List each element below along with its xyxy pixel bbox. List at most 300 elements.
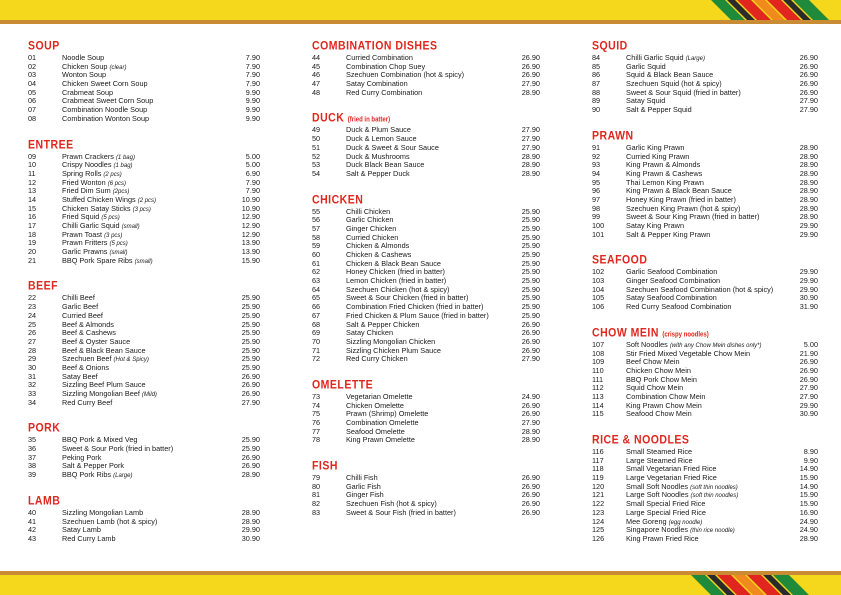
item-name: Satay King Prawn (626, 221, 685, 230)
menu-section-lamb (28, 480, 260, 544)
menu-section-beef (28, 265, 260, 407)
item-name: Sizzling Mongolian Lamb (62, 507, 144, 517)
section-title-text: ENTREE (28, 137, 74, 152)
item-name: Garlic Chicken (346, 215, 394, 225)
item-name: Salt & Pepper Chicken (346, 319, 420, 329)
item-name: Chicken Sweet Corn Soup (62, 79, 148, 89)
section-title (312, 459, 540, 474)
item-price: 26.90 (799, 53, 818, 62)
item-price: 25.90 (521, 250, 540, 259)
menu-section-prawn (592, 115, 818, 240)
item-price: 5.00 (803, 339, 818, 349)
item-price: 25.90 (521, 206, 540, 216)
item-number: 85 (592, 61, 601, 71)
item-price: 27.90 (521, 125, 540, 135)
item-name-wrap (626, 106, 692, 115)
item-name: Beef & Cashews (62, 328, 116, 338)
item-number: 49 (312, 125, 321, 135)
item-number: 35 (28, 435, 37, 445)
item-name: King Prawn Chow Mein (626, 400, 702, 410)
item-price: 5.00 (245, 151, 260, 161)
section-title-text: OMELETTE (312, 377, 374, 392)
item-price: 28.90 (799, 533, 818, 543)
item-note: (with any Chow Mein dishes only*) (669, 342, 762, 349)
item-price: 25.90 (521, 267, 540, 277)
item-price: 28.90 (521, 151, 540, 161)
menu-section-squid (592, 40, 818, 115)
section-spacer (592, 419, 818, 434)
item-number: 69 (312, 328, 321, 338)
section-title-text: PORK (28, 421, 61, 436)
item-note: (thin rice noodle) (690, 528, 735, 535)
item-price: 30.90 (799, 293, 818, 303)
item-number: 90 (592, 105, 601, 115)
item-number: 75 (312, 409, 321, 419)
item-name: Garlic Seafood Combination (626, 267, 718, 277)
menu-item (28, 257, 260, 266)
item-name-wrap (62, 535, 116, 544)
item-number: 38 (28, 461, 37, 471)
item-price: 27.90 (521, 79, 540, 89)
item-note: (egg noodle) (668, 519, 703, 526)
section-title-text: DUCK (312, 111, 345, 126)
item-price: 16.90 (799, 507, 818, 517)
item-number: 06 (28, 96, 37, 106)
item-price: 24.90 (799, 516, 818, 526)
item-note: (6 pcs) (107, 180, 127, 187)
item-price: 7.90 (245, 61, 260, 71)
item-number: 118 (592, 464, 604, 474)
item-number: 113 (592, 391, 604, 401)
item-number: 109 (592, 357, 605, 367)
item-price: 7.90 (245, 177, 260, 187)
menu-item-list (28, 153, 260, 266)
item-price: 28.90 (799, 142, 818, 152)
item-price: 26.90 (241, 371, 260, 381)
menu-item (312, 170, 540, 179)
menu-item-list (592, 268, 818, 311)
item-name: Sweet & Sour Chicken (fried in batter) (346, 293, 469, 303)
item-name: Beef & Oyster Sauce (62, 336, 131, 346)
menu-item-list (592, 144, 818, 240)
item-price: 12.90 (241, 229, 260, 239)
item-price: 28.90 (521, 435, 540, 445)
item-name: Satay Squid (626, 96, 666, 106)
item-price: 26.90 (241, 389, 260, 398)
item-price: 25.90 (521, 310, 540, 320)
item-price: 9.90 (245, 96, 260, 106)
menu-section-pork (28, 407, 260, 479)
item-name: Red Curry Chicken (346, 354, 408, 364)
item-number: 60 (312, 250, 321, 259)
item-note: (1 bag) (113, 163, 133, 170)
section-spacer (592, 312, 818, 327)
item-name: Squid Chow Mein (626, 383, 684, 393)
item-price: 10.90 (241, 203, 260, 213)
menu-section-seafood (592, 239, 818, 311)
item-price: 27.90 (521, 354, 540, 364)
item-note: (1 bag) (115, 154, 135, 161)
item-name: Fried Chicken & Plum Sauce (fried in batter) (346, 310, 489, 320)
item-price: 14.90 (799, 481, 818, 491)
item-name: Sweet & Sour King Prawn (fried in batter) (626, 212, 760, 222)
item-price: 29.90 (799, 267, 818, 277)
item-number: 34 (28, 397, 37, 407)
item-name-wrap (346, 436, 415, 445)
menu-item-list (312, 126, 540, 178)
item-price: 25.90 (241, 444, 260, 454)
item-number: 82 (312, 499, 321, 509)
section-title-note: (fried in batter) (347, 117, 391, 125)
item-name: Red Curry Seafood Combination (626, 302, 732, 312)
section-title-text: CHOW MEIN (592, 325, 659, 340)
item-name: Small Soft Noodles (626, 481, 689, 491)
item-note: (Hot & Spicy) (113, 357, 149, 364)
item-number: 106 (592, 302, 605, 312)
section-spacer (28, 124, 260, 139)
item-name: Salt & Pepper Duck (346, 168, 410, 178)
section-title (312, 193, 540, 208)
item-name: Szechuen Chicken (hot & spicy) (346, 284, 450, 294)
item-price: 13.90 (241, 247, 260, 257)
item-name-wrap (626, 231, 710, 240)
item-number: 104 (592, 284, 605, 294)
item-number: 18 (28, 229, 37, 239)
item-name: Curried Chicken (346, 232, 399, 242)
item-number: 02 (28, 61, 37, 71)
item-number: 10 (28, 160, 37, 170)
item-price: 9.90 (245, 113, 260, 123)
item-name: Red Curry Beef (62, 397, 113, 407)
item-name: Honey King Prawn (fried in batter) (626, 194, 736, 204)
item-name: Duck & Lemon Sauce (346, 134, 417, 144)
item-number: 63 (312, 276, 321, 286)
section-title (592, 129, 818, 144)
item-note: (2pcs) (112, 189, 130, 196)
item-price: 28.90 (521, 426, 540, 436)
item-number: 93 (592, 160, 601, 170)
item-number: 54 (312, 168, 321, 178)
item-name: Chicken & Black Bean Sauce (346, 258, 441, 268)
item-number: 27 (28, 336, 37, 346)
item-price: 28.90 (241, 507, 260, 517)
item-number: 23 (28, 302, 37, 312)
item-name: Small Special Fried Rice (626, 499, 706, 509)
item-name: BBQ Pork Spare Ribs (62, 255, 133, 265)
item-name: Large Special Fried Rice (626, 507, 706, 517)
item-name: Fried Squid (62, 212, 100, 222)
item-price: 26.90 (521, 70, 540, 80)
item-note: (small) (121, 224, 140, 230)
item-price: 29.90 (799, 221, 818, 230)
item-name: King Prawn & Black Bean Sauce (626, 186, 732, 196)
item-name: Large Vegetarian Fried Rice (626, 473, 717, 483)
item-number: 62 (312, 267, 321, 277)
item-name: Combination Chop Suey (346, 61, 426, 71)
item-name: Wonton Soup (62, 70, 107, 80)
item-price: 28.90 (799, 160, 818, 170)
item-name: Szechuen Combination (hot & spicy) (346, 70, 465, 80)
item-number: 26 (28, 328, 37, 338)
item-note: (3 pcs) (132, 206, 151, 213)
menu-item (312, 89, 540, 98)
menu-item (592, 303, 818, 312)
item-price: 26.90 (799, 374, 818, 384)
item-price: 28.90 (521, 160, 540, 170)
menu-column-3 (592, 40, 818, 544)
item-number: 59 (312, 241, 321, 251)
item-name: Sweet & Sour Pork (fried in batter) (62, 444, 174, 454)
item-price: 24.90 (799, 525, 818, 535)
item-price: 26.90 (799, 79, 818, 89)
item-price: 29.90 (799, 284, 818, 294)
item-number: 112 (592, 383, 604, 393)
item-price: 26.90 (521, 473, 540, 483)
item-price: 29.90 (799, 229, 818, 239)
item-name: Sweet & Sour Squid (fried in batter) (626, 87, 741, 97)
item-price: 28.90 (799, 203, 818, 213)
item-number: 111 (592, 374, 604, 384)
item-price: 24.90 (521, 391, 540, 401)
item-price: 27.90 (521, 418, 540, 427)
item-number: 88 (592, 87, 601, 97)
menu-item (592, 231, 818, 240)
item-name: Sizzling Beef Plum Sauce (62, 380, 146, 390)
item-price: 9.90 (803, 455, 818, 465)
item-price: 28.90 (799, 186, 818, 196)
item-name: Szechuen Fish (hot & spicy) (346, 499, 437, 509)
section-title-text: SEAFOOD (592, 253, 648, 268)
menu-item (312, 509, 540, 518)
item-price: 8.90 (803, 447, 818, 456)
item-price: 26.90 (521, 490, 540, 500)
item-price: 30.90 (241, 533, 260, 543)
item-number: 44 (312, 53, 321, 62)
item-number: 94 (592, 168, 601, 178)
item-number: 107 (592, 339, 605, 349)
item-price: 25.90 (521, 258, 540, 268)
decorative-stripes-bottom (691, 571, 841, 595)
item-name: Lemon Chicken (fried in batter) (346, 276, 447, 286)
item-name: Satay Combination (346, 79, 408, 89)
item-number: 43 (28, 533, 37, 543)
section-title-text: SQUID (592, 39, 628, 53)
item-number: 32 (28, 380, 37, 390)
menu-section-entree (28, 124, 260, 266)
item-name: Beef Chow Mein (626, 357, 680, 367)
item-name: Chicken Soup (62, 61, 108, 71)
item-price: 28.90 (241, 470, 260, 480)
item-number: 121 (592, 490, 605, 500)
item-number: 19 (28, 238, 37, 248)
item-name: Sizzling Mongolian Beef (62, 389, 140, 398)
item-name: Combination Wonton Soup (62, 113, 150, 123)
item-name: Mee Goreng (626, 516, 667, 526)
menu-section-fish (312, 445, 540, 517)
item-name: Duck Black Bean Sauce (346, 160, 425, 170)
item-price: 7.90 (245, 79, 260, 89)
item-name: Crabmeat Sweet Corn Soup (62, 96, 154, 106)
item-name: Small Vegetarian Fried Rice (626, 464, 717, 474)
item-number: 37 (28, 452, 37, 462)
menu-item (592, 106, 818, 115)
item-number: 95 (592, 177, 601, 187)
item-price: 26.90 (799, 87, 818, 97)
item-number: 16 (28, 212, 37, 222)
item-name-wrap (62, 471, 132, 481)
menu-section-duck (312, 97, 540, 178)
item-price: 15.90 (799, 473, 818, 483)
item-name: Chicken & Cashews (346, 250, 412, 259)
item-price: 26.90 (521, 328, 540, 338)
item-number: 36 (28, 444, 37, 454)
item-number: 70 (312, 336, 321, 346)
item-name: Noodle Soup (62, 53, 105, 62)
item-number: 71 (312, 345, 321, 355)
item-name: Szechuen Lamb (hot & spicy) (62, 516, 158, 526)
item-name-wrap (626, 303, 731, 312)
item-number: 11 (28, 168, 36, 178)
item-name: Stir Fried Mixed Vegetable Chow Mein (626, 348, 751, 358)
item-price: 27.90 (521, 142, 540, 152)
item-name: Sweet & Sour Fish (fried in batter) (346, 507, 456, 517)
item-price: 25.90 (241, 345, 260, 355)
item-number: 96 (592, 186, 601, 196)
item-number: 101 (592, 229, 605, 239)
item-number: 50 (312, 134, 321, 144)
item-note: (2 pcs) (137, 197, 157, 204)
menu-section-chowmein (592, 312, 818, 419)
item-name: Satay Beef (62, 371, 98, 381)
item-name-wrap (62, 399, 112, 408)
section-title-text: LAMB (28, 493, 61, 508)
item-number: 57 (312, 223, 321, 233)
item-price: 28.90 (241, 516, 260, 526)
item-price: 29.90 (799, 400, 818, 410)
menu-item (28, 471, 260, 480)
item-number: 56 (312, 215, 321, 225)
item-price: 27.90 (241, 397, 260, 407)
section-title-text: COMBINATION DISHES (312, 39, 438, 53)
item-name: Duck & Plum Sauce (346, 125, 411, 135)
item-price: 26.90 (799, 365, 818, 375)
item-name: Crispy Noodles (62, 160, 112, 170)
item-name: Garlic Prawns (62, 247, 108, 257)
item-price: 25.90 (521, 232, 540, 242)
item-price: 25.90 (241, 293, 260, 303)
item-price: 25.90 (241, 310, 260, 320)
menu-section-omelette (312, 364, 540, 445)
item-name: Chilli Chicken (346, 206, 391, 216)
item-number: 03 (28, 70, 37, 80)
item-price: 25.90 (521, 223, 540, 233)
item-name-wrap (346, 170, 410, 179)
item-name: Beef & Black Bean Sauce (62, 345, 146, 355)
item-number: 74 (312, 400, 321, 410)
item-number: 124 (592, 516, 605, 526)
item-name: Szechuen King Prawn (hot & spicy) (626, 203, 741, 213)
item-number: 13 (28, 186, 37, 196)
item-name-wrap (346, 89, 422, 98)
item-note: (small) (134, 258, 153, 265)
item-price: 21.90 (799, 348, 818, 358)
item-name: Seafood Omelette (346, 426, 405, 436)
menu-item-list (312, 208, 540, 364)
item-number: 105 (592, 293, 605, 303)
item-price: 10.90 (241, 194, 260, 204)
menu-item (312, 355, 540, 364)
item-number: 33 (28, 389, 37, 398)
item-price: 15.90 (799, 490, 818, 500)
menu-item-list (312, 474, 540, 517)
item-name: Combination Omelette (346, 418, 419, 427)
item-number: 108 (592, 348, 605, 358)
item-name: Prawn Fritters (62, 238, 108, 248)
item-price: 25.90 (241, 435, 260, 445)
menu-item-list (28, 294, 260, 407)
item-number: 100 (592, 221, 605, 230)
item-number: 76 (312, 418, 321, 427)
item-name: Vegetarian Omelette (346, 391, 413, 401)
item-number: 30 (28, 362, 37, 372)
item-price: 25.90 (241, 328, 260, 338)
item-number: 24 (28, 310, 37, 320)
item-number: 53 (312, 160, 321, 170)
item-name: Combination Fried Chicken (fried in batter) (346, 302, 484, 312)
item-name: Stuffed Chicken Wings (62, 194, 136, 204)
item-number: 42 (28, 525, 37, 535)
menu-item (592, 410, 818, 419)
item-name-wrap (346, 509, 456, 518)
item-number: 01 (28, 53, 37, 62)
section-title (312, 111, 540, 126)
item-number: 80 (312, 481, 321, 491)
item-price: 27.90 (799, 383, 818, 393)
section-spacer (592, 115, 818, 130)
item-price: 6.90 (245, 168, 260, 178)
item-name: Peking Pork (62, 452, 102, 462)
item-name: Spring Rolls (62, 168, 102, 178)
item-number: 117 (592, 455, 604, 465)
item-price: 25.90 (241, 354, 260, 364)
menu-item-list (312, 393, 540, 445)
item-price: 26.90 (799, 61, 818, 71)
menu-item (592, 535, 818, 544)
menu-section-soup (28, 40, 260, 124)
item-number: 68 (312, 319, 321, 329)
item-note: (3 pcs) (104, 232, 123, 239)
item-price: 27.90 (799, 96, 818, 106)
item-number: 77 (312, 426, 321, 436)
item-price: 27.90 (521, 134, 540, 144)
section-title (28, 421, 260, 436)
item-name-wrap (62, 257, 153, 267)
item-price: 13.90 (241, 238, 260, 248)
menu-column-1 (28, 40, 260, 544)
item-number: 81 (312, 490, 321, 500)
item-number: 51 (312, 142, 321, 152)
item-name: Singapore Noodles (626, 525, 689, 535)
item-number: 73 (312, 391, 321, 401)
item-price: 26.90 (241, 461, 260, 471)
item-note: (soft thin noodles) (690, 493, 739, 500)
item-number: 15 (28, 203, 37, 213)
item-number: 09 (28, 151, 37, 161)
item-name: King Prawn Fried Rice (626, 533, 699, 543)
item-name: Ginger Fish (346, 490, 384, 500)
section-title (28, 494, 260, 509)
item-note: (soft thin noodles) (690, 484, 738, 491)
